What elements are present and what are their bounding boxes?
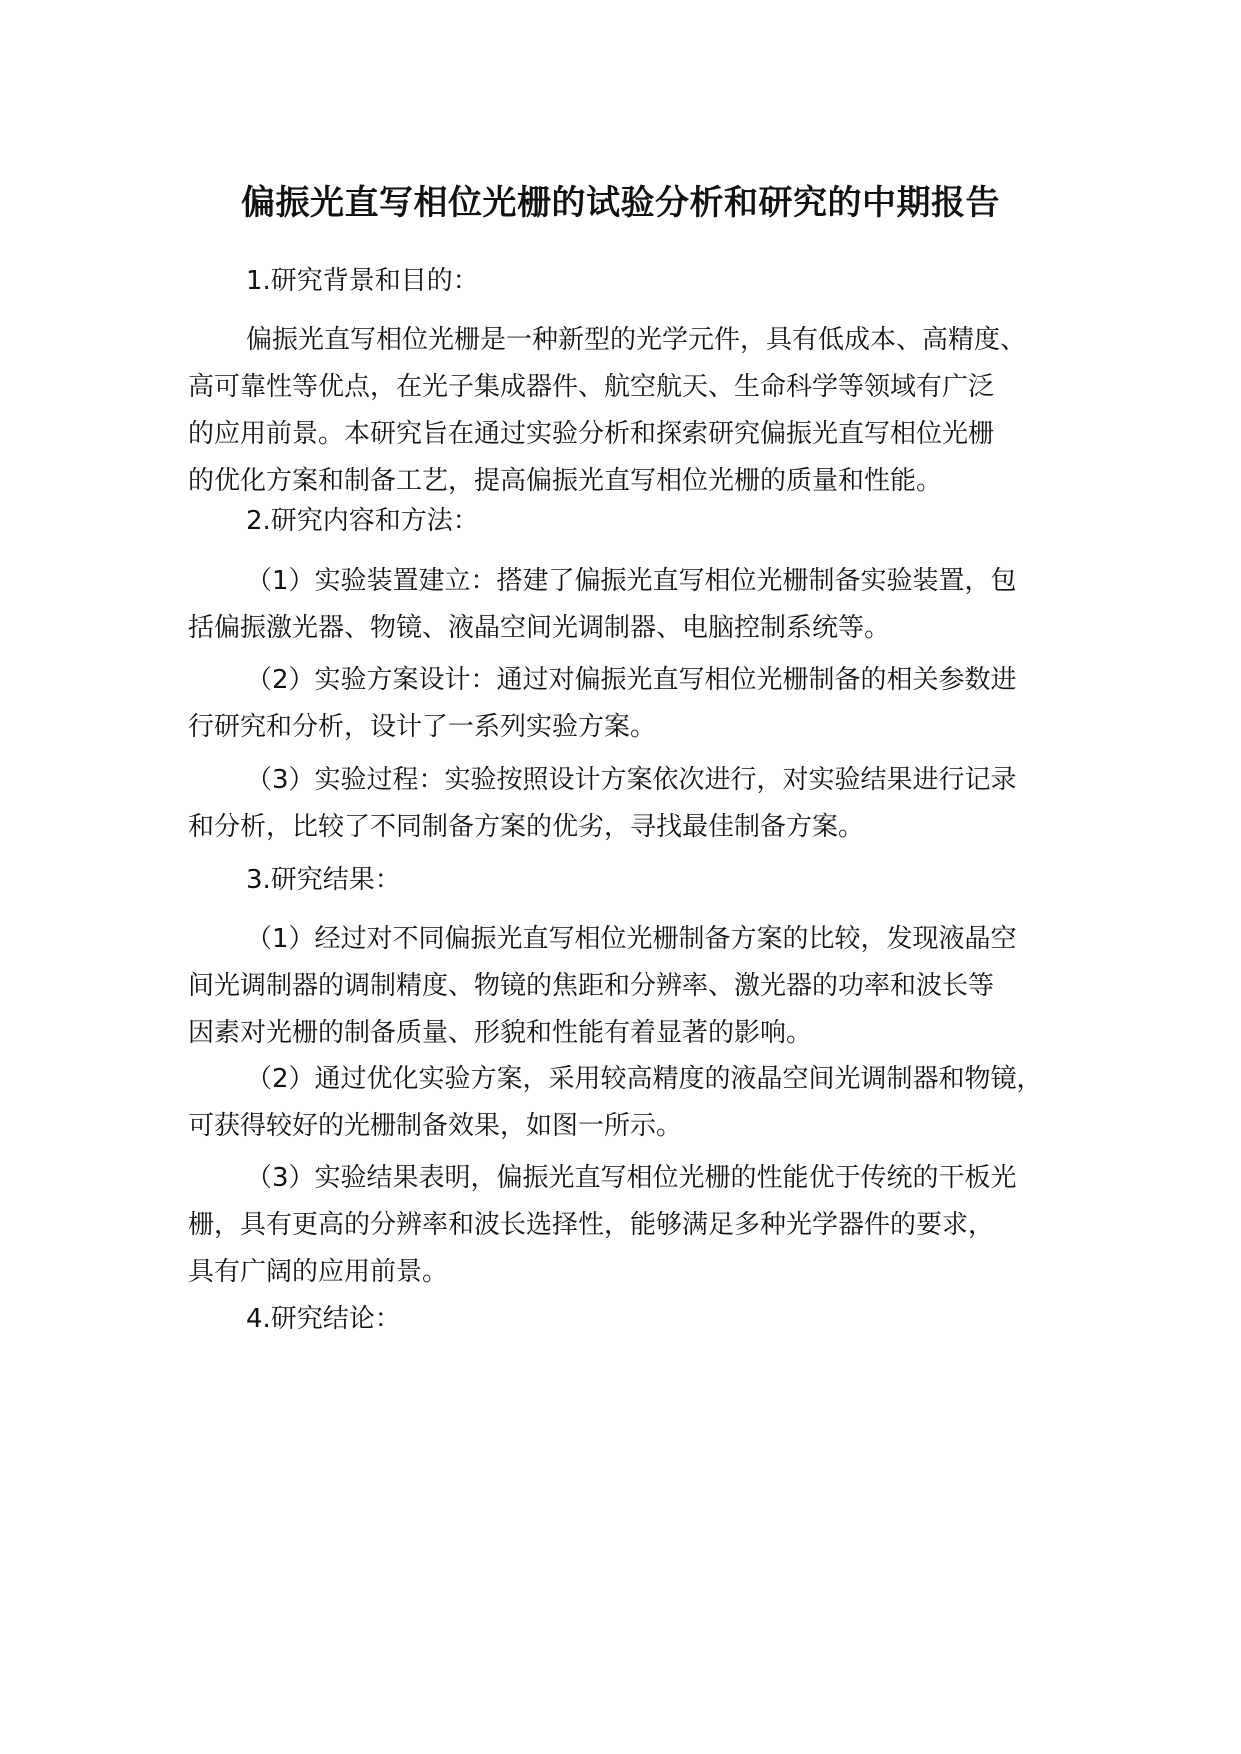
paragraph-line: 和分析，比较了不同制备方案的优劣，寻找最佳制备方案。 xyxy=(188,812,865,842)
document-title: 偏振光直写相位光栅的试验分析和研究的中期报告 xyxy=(241,183,1000,223)
paragraph-line: 间光调制器的调制精度、物镜的焦距和分辨率、激光器的功率和波长等 xyxy=(188,971,995,1001)
paragraph-line: 可获得较好的光栅制备效果，如图一所示。 xyxy=(188,1111,683,1141)
section-2-paragraph-1 xyxy=(188,558,1088,652)
paragraph-line: 括偏振激光器、物镜、液晶空间光调制器、电脑控制系统等。 xyxy=(188,613,891,643)
paragraph-line: 栅，具有更高的分辨率和波长选择性，能够满足多种光学器件的要求， xyxy=(188,1210,995,1240)
paragraph-line: 的应用前景。本研究旨在通过实验分析和探索研究偏振光直写相位光栅 xyxy=(188,419,995,449)
section-3-paragraph-1 xyxy=(188,916,1088,1057)
section-3-paragraph-3 xyxy=(188,1155,1088,1296)
section-heading-4: 4.研究结论： xyxy=(246,1304,401,1334)
paragraph-line: （3）实验过程：实验按照设计方案依次进行，对实验结果进行记录 xyxy=(246,765,1017,795)
section-1-paragraph-1 xyxy=(188,317,1088,505)
paragraph-line: 的优化方案和制备工艺，提高偏振光直写相位光栅的质量和性能。 xyxy=(188,466,943,496)
section-heading-3: 3.研究结果： xyxy=(246,865,401,895)
paragraph-line: 高可靠性等优点，在光子集成器件、航空航天、生命科学等领域有广泛 xyxy=(188,372,995,402)
section-heading-2: 2.研究内容和方法： xyxy=(246,506,479,536)
section-heading-1: 1.研究背景和目的： xyxy=(246,266,479,296)
section-2-paragraph-2 xyxy=(188,657,1088,751)
paragraph-line: （1）实验装置建立：搭建了偏振光直写相位光栅制备实验装置，包 xyxy=(246,566,1017,596)
section-3-paragraph-2 xyxy=(188,1056,1088,1150)
paragraph-line: 偏振光直写相位光栅是一种新型的光学元件，具有低成本、高精度、 xyxy=(246,325,1027,355)
paragraph-line: （2）通过优化实验方案，采用较高精度的液晶空间光调制器和物镜， xyxy=(246,1064,1043,1094)
paragraph-line: （2）实验方案设计：通过对偏振光直写相位光栅制备的相关参数进 xyxy=(246,665,1017,695)
paragraph-line: 因素对光栅的制备质量、形貌和性能有着显著的影响。 xyxy=(188,1018,813,1048)
paragraph-line: （3）实验结果表明，偏振光直写相位光栅的性能优于传统的干板光 xyxy=(246,1163,1017,1193)
paragraph-line: 具有广阔的应用前景。 xyxy=(188,1257,449,1287)
paragraph-line: 行研究和分析，设计了一系列实验方案。 xyxy=(188,712,657,742)
section-2-paragraph-3 xyxy=(188,757,1088,851)
paragraph-line: （1）经过对不同偏振光直写相位光栅制备方案的比较，发现液晶空 xyxy=(246,924,1017,954)
